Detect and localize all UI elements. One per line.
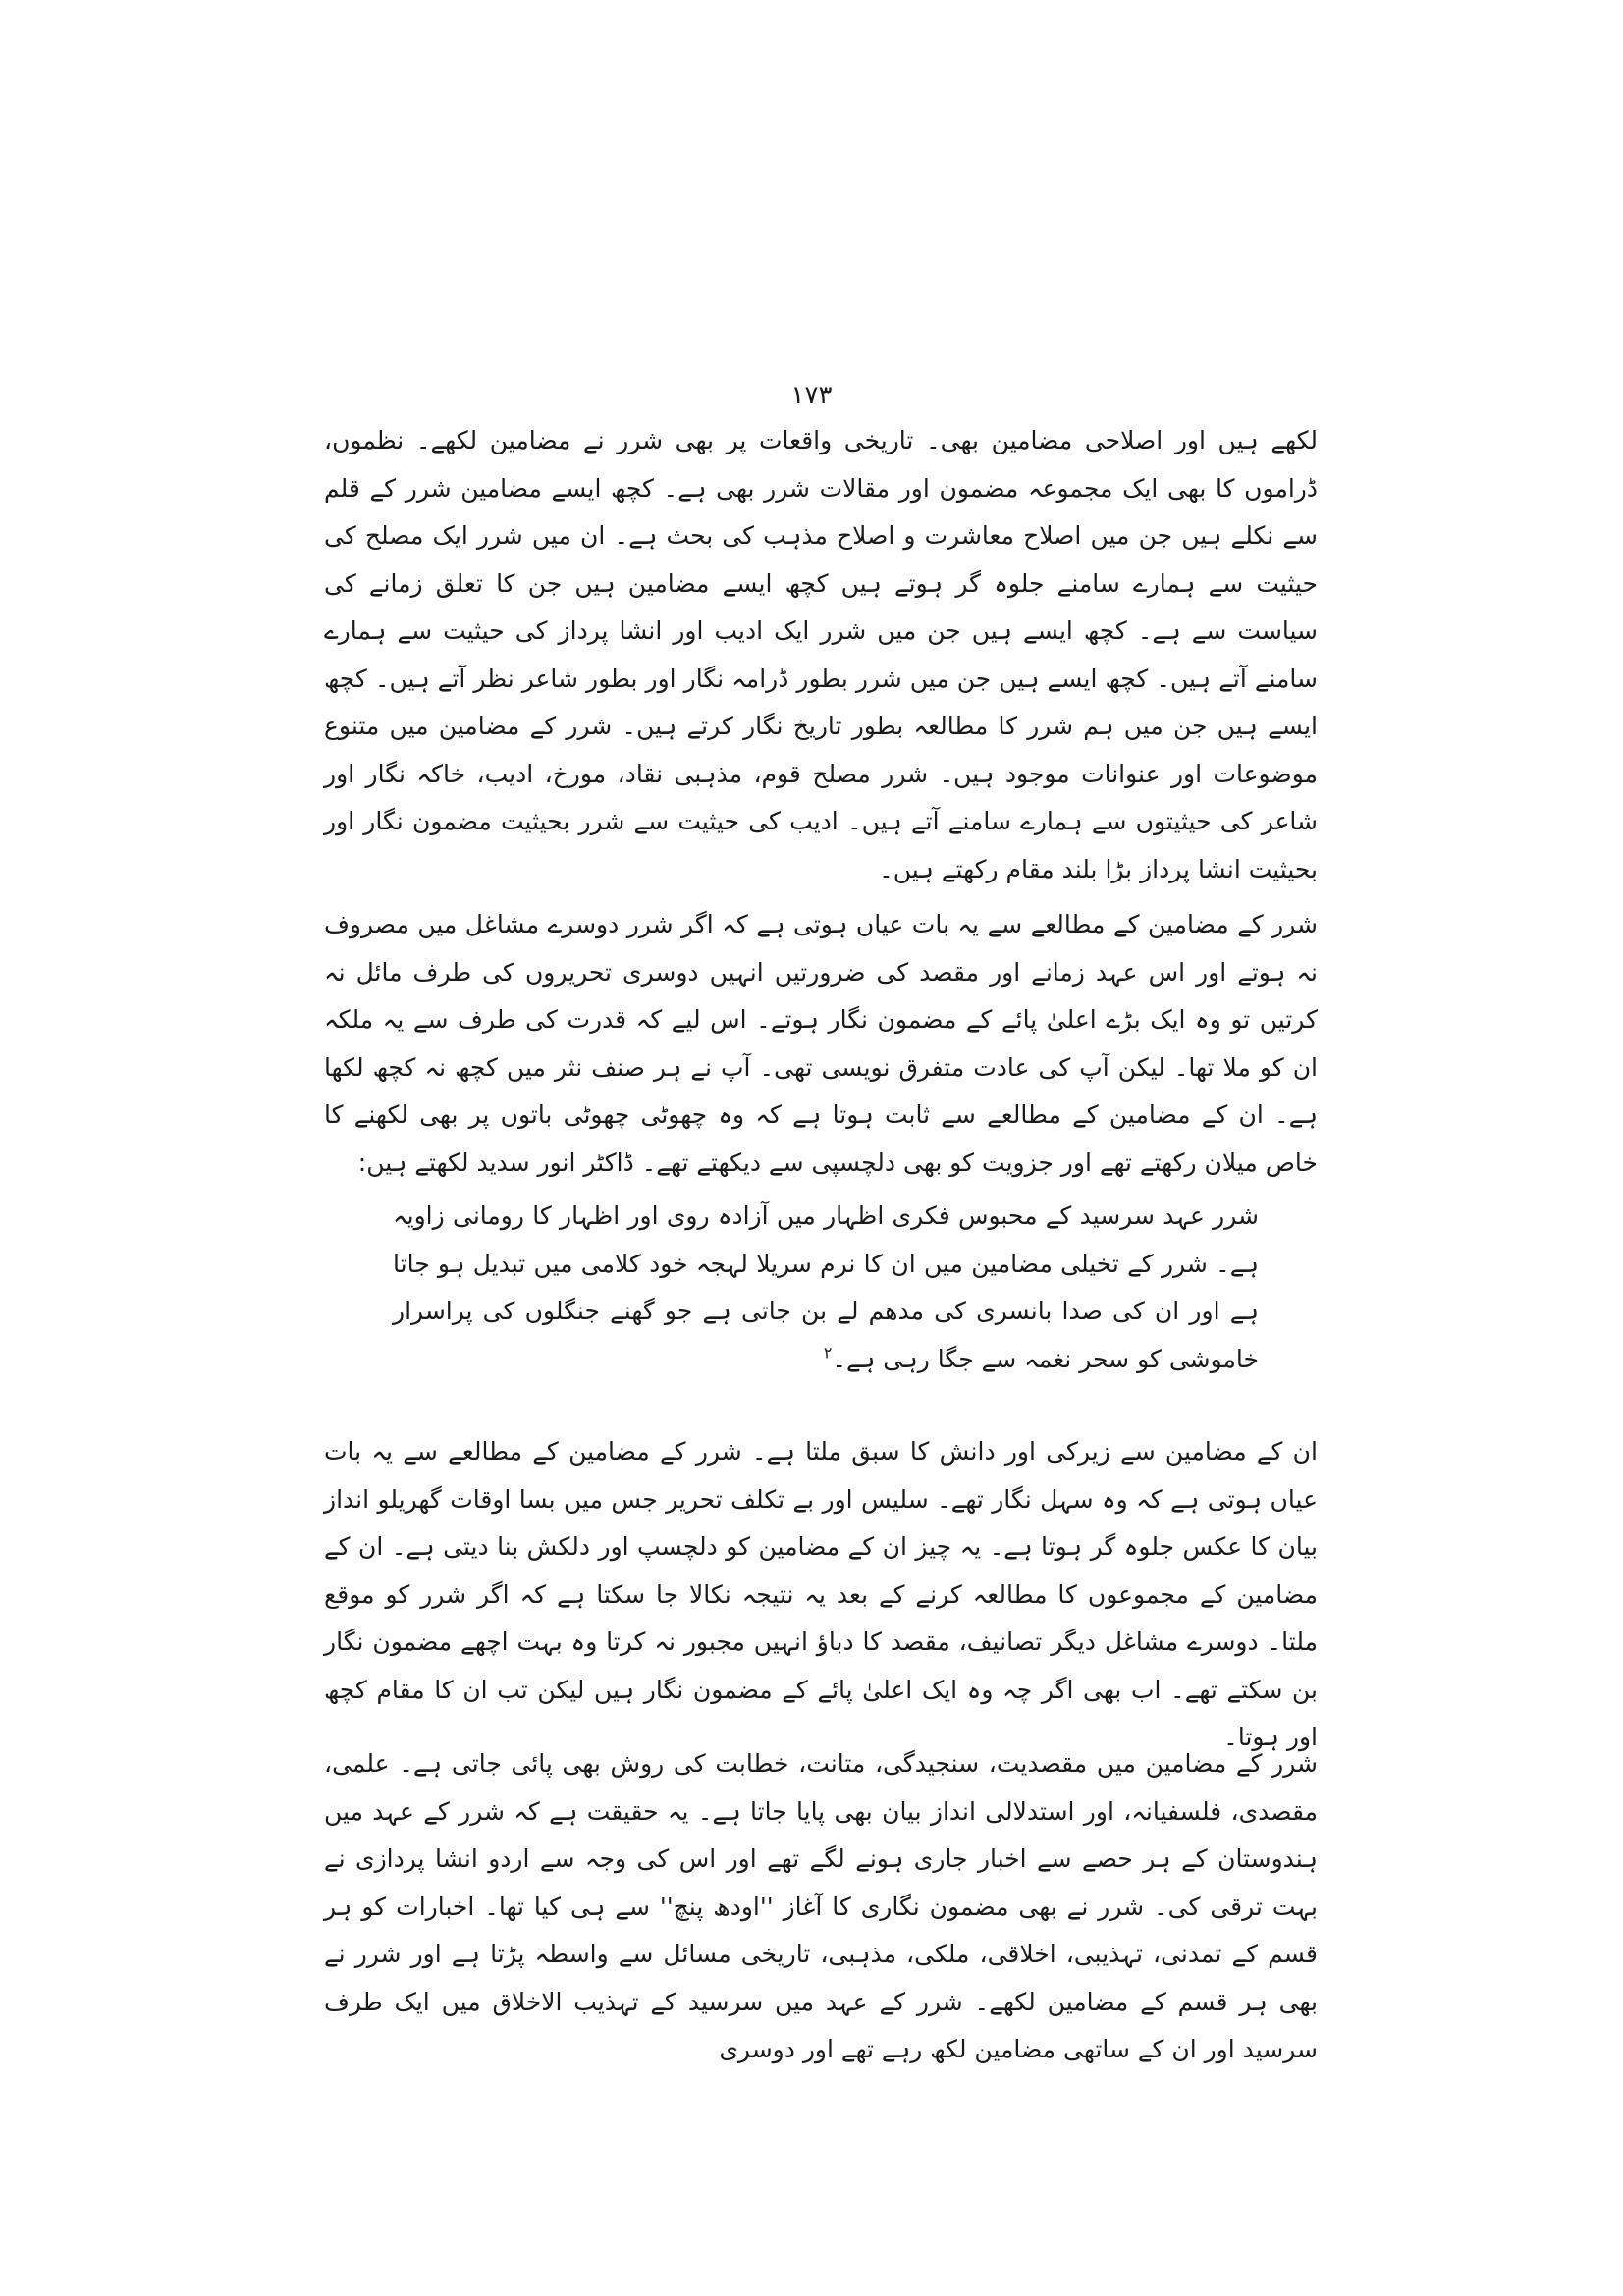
paragraph-2: شرر کے مضامین کے مطالعے سے یہ بات عیاں ہوتی ہے کہ اگر شرر دوسرے مشاغل میں مصروف نہ ہوتے اور اس عہد زمانے اور مقصد کی ضرورتیں انہیں دوسری تحریروں کی طرف مائل نہ کرتیں تو وہ ایک بڑے اعلیٰ پائے کے مضمون نگار ہوتے۔ اس لیے کہ قدرت کی طرف سے یہ ملکہ ان کو ملا تھا۔ لیکن آپ کی عادت متفرق نویسی تھی۔ آپ نے ہر صنف نثر میں کچھ نہ کچھ لکھا ہے۔ ان کے مضامین کے مطالعے سے ثابت ہوتا ہے کہ وہ چھوٹی چھوٹی باتوں پر بھی لکھنے کا خاص میلان رکھتے تھے اور جزویت کو بھی دلچسپی سے دیکھتے تھے۔ ڈاکٹر انور سدید لکھتے ہیں: [324, 910, 1318, 1177]
page-number: ۱۷۳ [790, 381, 833, 410]
paragraph-4: شرر کے مضامین میں مقصدیت، سنجیدگی، متانت، خطابت کی روش بھی پائی جاتی ہے۔ علمی، مقصدی، فلسفیانہ، اور استدلالی انداز بیان بھی پایا جاتا ہے۔ یہ حقیقت ہے کہ شرر کے عہد میں ہندوستان کے ہر حصے سے اخبار جاری ہونے لگے تھے اور اس کی وجہ سے اردو انشا پردازی نے بہت ترقی کی۔ شرر نے بھی مضمون نگاری کا آغاز ''اودھ پنچ'' سے ہی کیا تھا۔ اخبارات کو ہر قسم کے تمدنی، تہذیبی، اخلاقی، ملکی، مذہبی، تاریخی مسائل سے واسطہ پڑتا ہے اور شرر نے بھی ہر قسم کے مضامین لکھے۔ شرر کے عہد میں سرسید کے تہذیب الاخلاق میں ایک طرف سرسید اور ان کے ساتھی مضامین لکھ رہے تھے اور دوسری [324, 1749, 1318, 2063]
block-quote-text: شرر عہد سرسید کے محبوس فکری اظہار میں آزادہ روی اور اظہار کا رومانی زاویہ ہے۔ شرر کے تخیلی مضامین میں ان کا نرم سریلا لہجہ خود کلامی میں تبدیل ہو جاتا ہے اور ان کی صدا بانسری کی مدھم لے بن جاتی ہے جو گھنے جنگلوں کی پراسرار خاموشی کو سحر نغمہ سے جگا رہی ہے۔ [393, 1201, 1259, 1373]
block-quote [393, 1193, 1259, 1383]
paragraph-1: لکھے ہیں اور اصلاحی مضامین بھی۔ تاریخی واقعات پر بھی شرر نے مضامین لکھے۔ نظموں، ڈراموں کا بھی ایک مجموعہ مضمون اور مقالات شرر بھی ہے۔ کچھ ایسے مضامین شرر کے قلم سے نکلے ہیں جن میں اصلاح معاشرت و اصلاح مذہب کی بحث ہے۔ ان میں شرر ایک مصلح کی حیثیت سے ہمارے سامنے جلوہ گر ہوتے ہیں کچھ ایسے مضامین ہیں جن کا تعلق زمانے کی سیاست سے ہے۔ کچھ ایسے ہیں جن میں شرر ایک ادیب اور انشا پرداز کی حیثیت سے ہمارے سامنے آتے ہیں۔ کچھ ایسے ہیں جن میں شرر بطور ڈرامہ نگار اور بطور شاعر نظر آتے ہیں۔ کچھ ایسے ہیں جن میں ہم شرر کا مطالعہ بطور تاریخ نگار کرتے ہیں۔ شرر کے مضامین میں متنوع موضوعات اور عنوانات موجود ہیں۔ شرر مصلح قوم، مذہبی نقاد، مورخ، ادیب، خاکہ نگار اور شاعر کی حیثیتوں سے ہمارے سامنے آتے ہیں۔ ادیب کی حیثیت سے شرر بحیثیت مضمون نگار اور بحیثیت انشا پرداز بڑا بلند مقام رکھتے ہیں۔ [324, 426, 1318, 883]
paragraph-3: ان کے مضامین سے زیرکی اور دانش کا سبق ملتا ہے۔ شرر کے مضامین کے مطالعے سے یہ بات عیاں ہوتی ہے کہ وہ سہل نگار تھے۔ سلیس اور بے تکلف تحریر جس میں بسا اوقات گھریلو انداز بیان کا عکس جلوہ گر ہوتا ہے۔ یہ چیز ان کے مضامین کو دلچسپ اور دلکش بنا دیتی ہے۔ ان کے مضامین کے مجموعوں کا مطالعہ کرنے کے بعد یہ نتیجہ نکالا جا سکتا ہے کہ اگر شرر کو موقع ملتا۔ دوسرے مشاغل دیگر تصانیف، مقصد کا دباؤ انہیں مجبور نہ کرتا وہ بہت اچھے مضمون نگار بن سکتے تھے۔ اب بھی اگر چہ وہ ایک اعلیٰ پائے کے مضمون نگار ہیں لیکن تب ان کا مقام کچھ اور ہوتا۔ [324, 1437, 1318, 1751]
footnote-mark: ۲ [823, 1343, 833, 1362]
